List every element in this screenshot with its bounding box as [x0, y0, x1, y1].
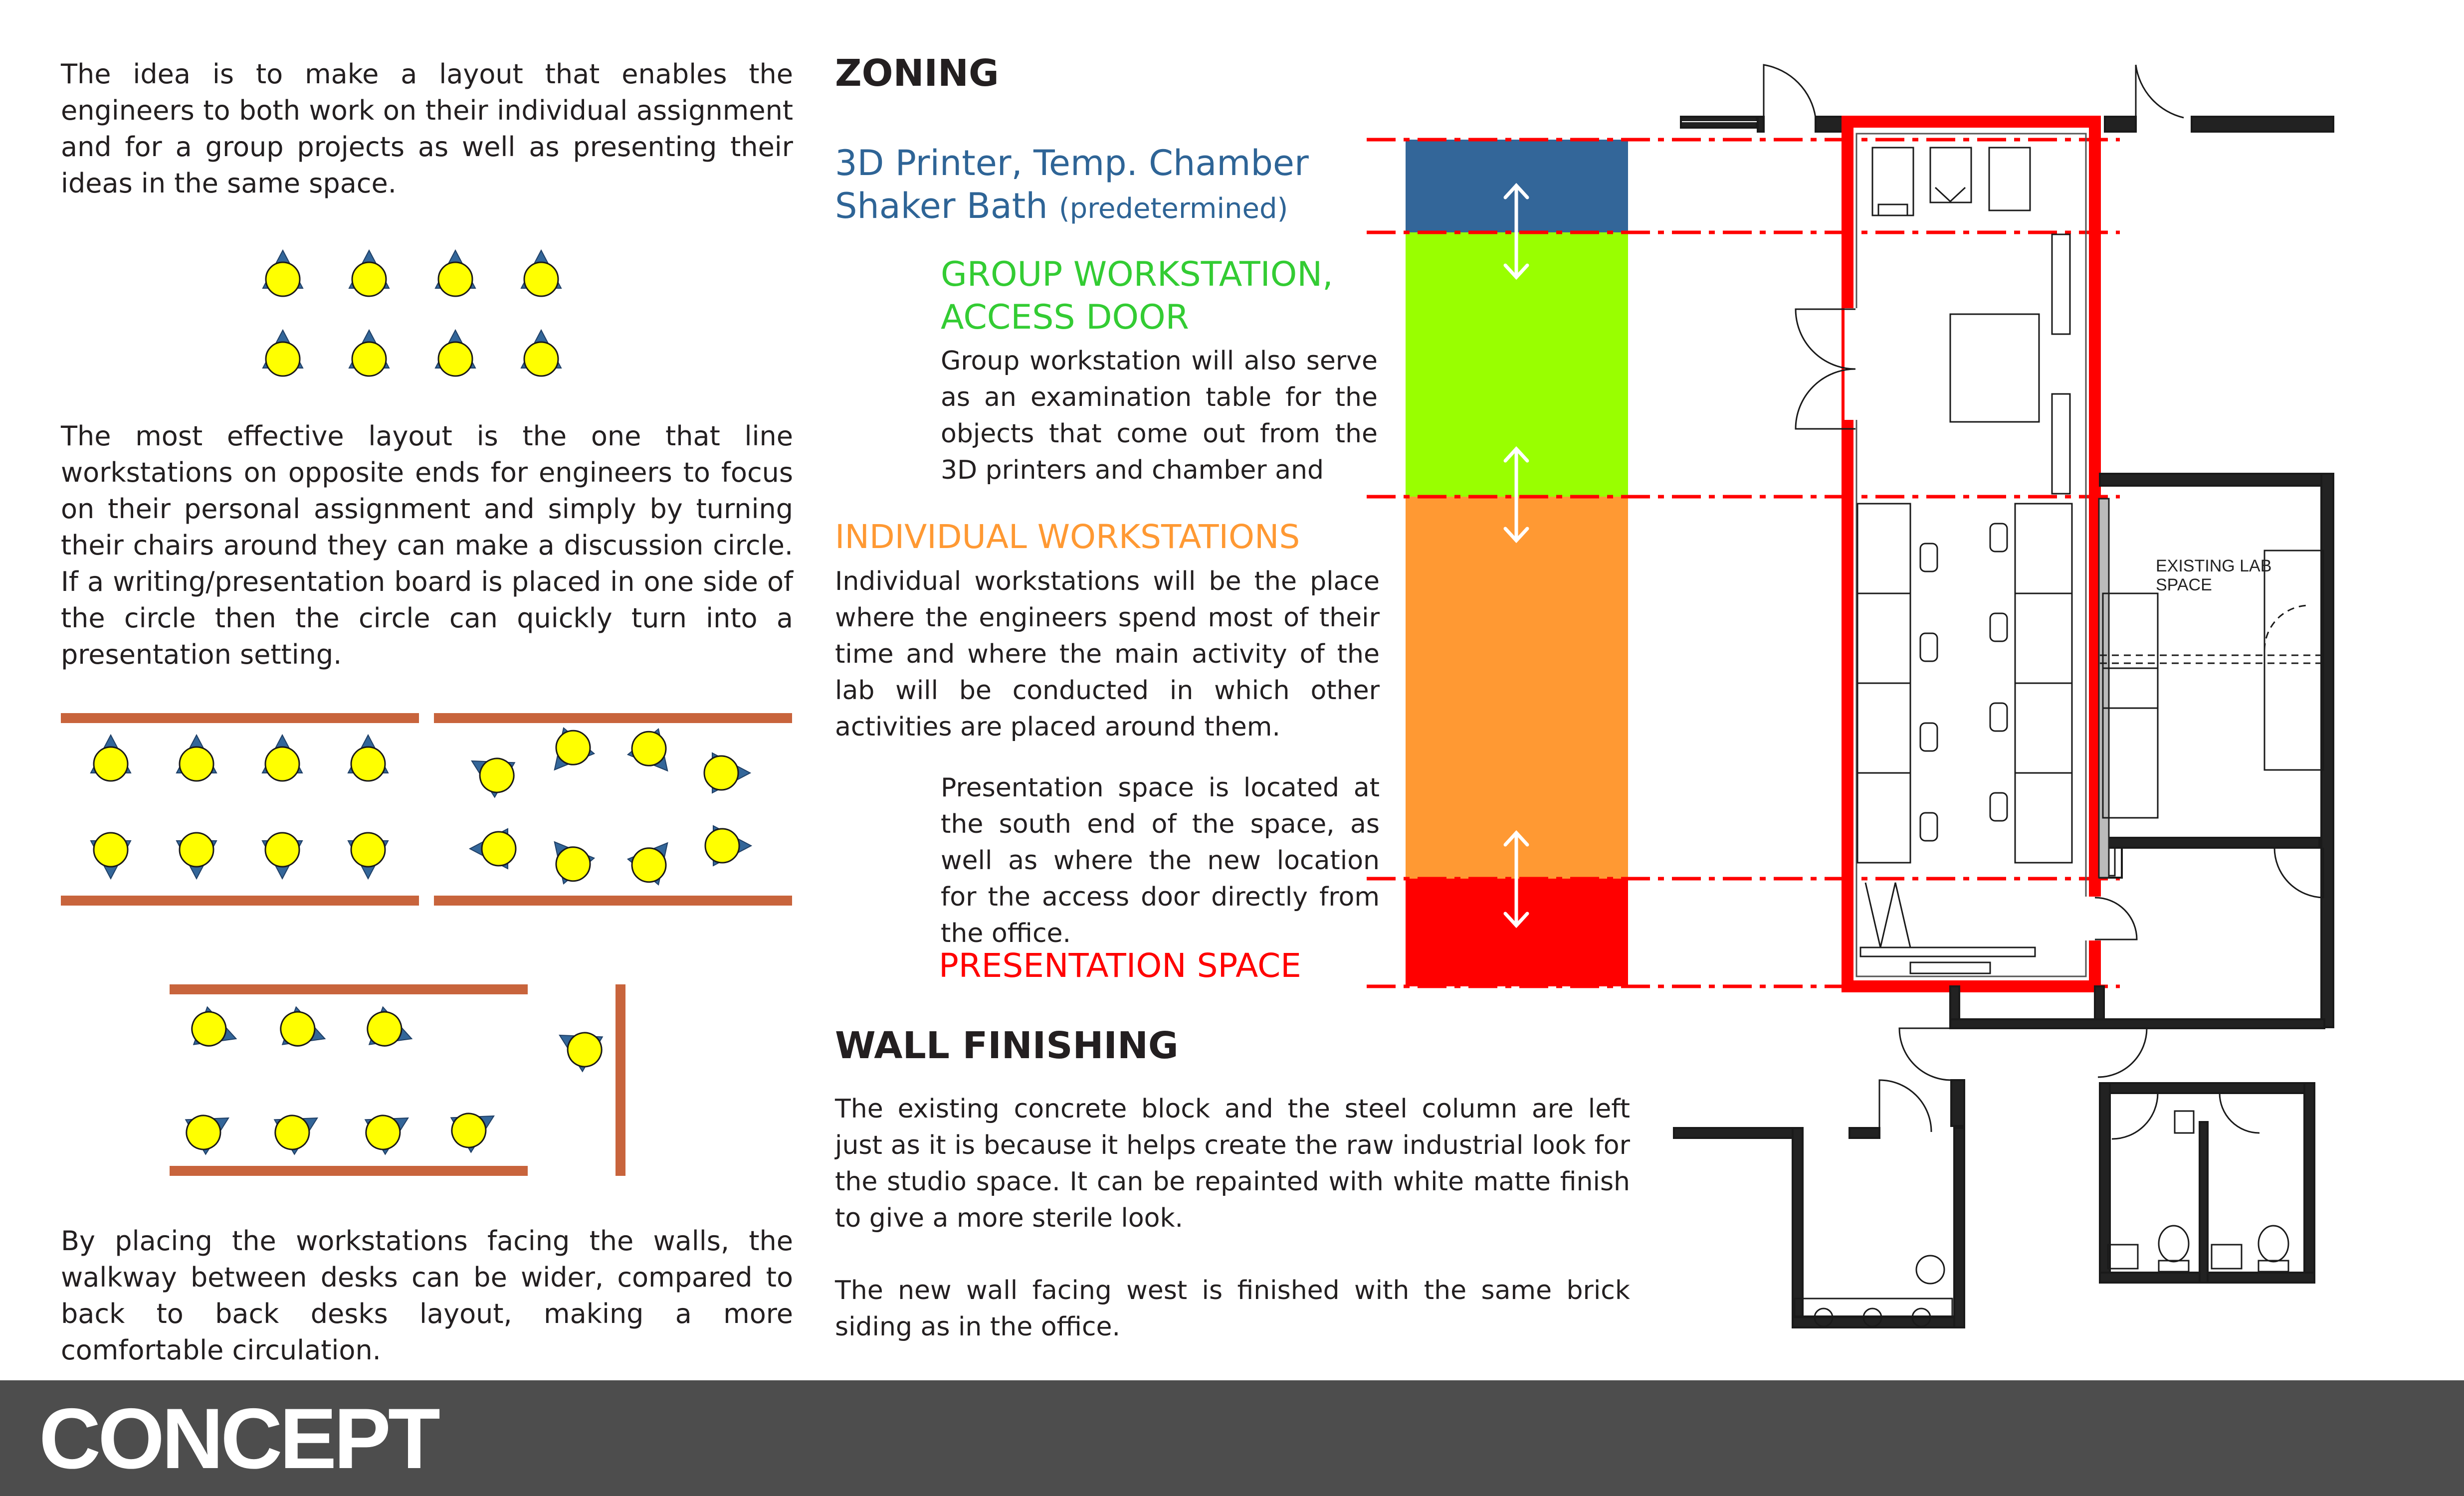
group-table [1950, 314, 2039, 422]
group-zone-title-line2: ACCESS DOOR [941, 298, 1189, 337]
chair-icon [1990, 613, 2007, 641]
individual-zone-title: INDIVIDUAL WORKSTATIONS [835, 518, 1300, 556]
existing-lab-bench [2103, 593, 2158, 818]
predetermined-note: (predetermined) [1058, 192, 1288, 225]
individual-zone-text: Individual workstations will be the place where the engineers spend most of their time and where the main activity of the lab will be conducted in which other activities are placed around them. [835, 566, 1380, 742]
door-swing-icon [2264, 605, 2309, 650]
new-lab-outline [1848, 122, 2095, 986]
wall-finishing-title: WALL FINISHING [835, 1024, 1179, 1067]
printer-zone-line1: 3D Printer, Temp. Chamber [835, 143, 1309, 184]
presentation-zone-title: PRESENTATION SPACE [939, 946, 1301, 985]
toilet-icon [2159, 1226, 2189, 1262]
existing-lab-bench [2264, 551, 2323, 770]
effective-layout-paragraph: The most effective layout is the one that line workstations on opposite ends for engineers to focus on their personal assignment and simply by turning their chairs around they can make a discussion circle. If a writing/presentation board is placed in one side of the circle then the circle can quickly turn into a presentation setting. [61, 420, 793, 670]
door-swing-icon [2274, 848, 2323, 898]
door-swing-icon [2220, 1093, 2259, 1133]
floor-plan [1674, 65, 2333, 1327]
zoning-title: ZONING [835, 52, 999, 95]
intro-paragraph: The idea is to make a layout that enables the engineers to both work on their individual assignment and for a group projects as well as presenting their ideas in the same space. [61, 58, 793, 199]
chair-icon [1920, 813, 1937, 841]
door-swing-icon [2112, 1093, 2158, 1139]
group-zone-text: Group workstation will also serve as an examination table for the objects that come out from the 3D printers and chamber and [941, 346, 1378, 485]
door-swing-icon [2136, 65, 2184, 128]
chair-icon [1990, 793, 2007, 821]
wall-finishing-p2: The new wall facing west is finished with the same brick siding as in the office. [835, 1276, 1630, 1342]
door-swing-icon [1764, 65, 1816, 128]
sink-icon [2175, 1111, 2194, 1133]
chair-icon [1920, 723, 1937, 751]
group-zone-title-line1: GROUP WORKSTATION, [941, 255, 1333, 294]
zone-bar-individual [1406, 497, 1628, 879]
existing-lab-label-1: EXISTING LAB [2156, 557, 2272, 575]
chair-icon [1990, 524, 2007, 552]
walls-paragraph: By placing the workstations facing the walls, the walkway between desks can be wider, compared to back to back desks layout, making a more comfortable circulation. [61, 1225, 793, 1366]
sink-icon [2212, 1245, 2242, 1269]
toilet-icon [1916, 1256, 1944, 1284]
toilet-icon [2259, 1226, 2288, 1262]
door-swing-icon [1879, 1080, 1931, 1132]
door-swing-icon [2098, 1028, 2147, 1077]
chair-icon [1920, 633, 1937, 661]
wall-finishing-p1: The existing concrete block and the steel column are left just as it is because it helps create the raw industrial look for the studio space. It can be repainted with white matte finish to give a more sterile look. [835, 1094, 1630, 1233]
chair-icon [1920, 544, 1937, 571]
printer-zone-line2-text: Shaker Bath [835, 186, 1048, 226]
chair-icon [1990, 703, 2007, 731]
presentation-zone-text: Presentation space is located at the south end of the space, as well as where the new location for the access door directly from the office. [941, 773, 1380, 948]
footer-title: CONCEPT [39, 1391, 437, 1487]
existing-lab-label-2: SPACE [2156, 575, 2212, 594]
sink-icon [2108, 1245, 2138, 1269]
door-swing-icon [1899, 1028, 1951, 1080]
